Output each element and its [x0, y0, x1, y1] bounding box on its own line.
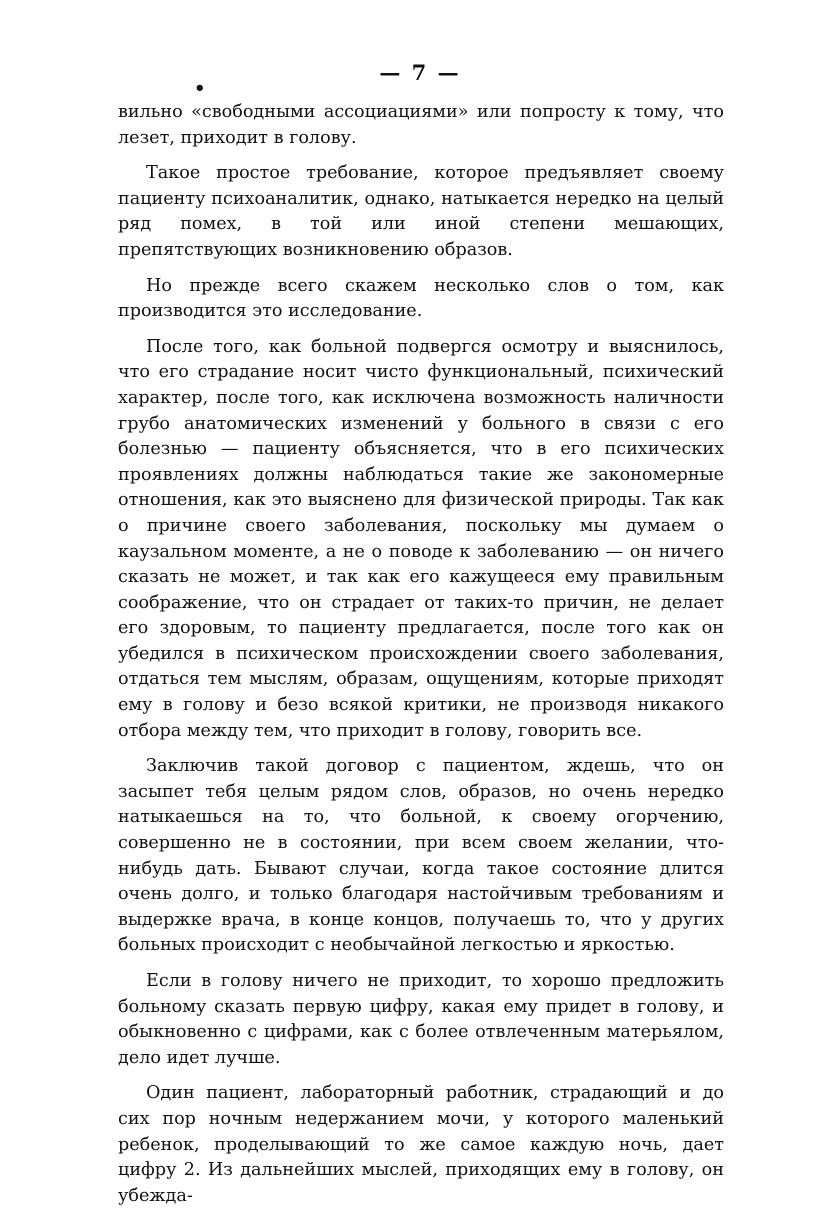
paragraph-6: Если в голову ничего не приходит, то хорошо предложить больному сказать первую цифру, какая ему придет в голову, и обыкновенно с цифрами, как с более отвлеченным матерьялом, дело идет лучше.: [118, 971, 724, 1068]
paragraph-7: Один пациент, лабораторный работник, страдающий и до сих пор ночным недержанием мочи, у которого маленький ребенок, проделывающий то же самое каждую ночь, дает цифру 2. Из дальнейших мыслей, приходящих ему в голову, он убежда-: [118, 1083, 724, 1206]
paragraph-4: После того, как больной подвергся осмотру и выяснилось, что его страдание носит чисто функциональный, психический характер, после того, как исключена возможность наличности грубо анатомических изменений у больного в связи с его болезнью — пациенту объясняется, что в его психических проявлениях должны наблюдаться такие же закономерные отношения, как это выяснено для физической природы. Так как о причине своего заболевания, поскольку мы думаем о каузальном моменте, а не о поводе к заболеванию — он ничего сказать не может, и так как его кажущееся ему правильным соображение, что он страдает от таких-то причин, не делает его здоровым, то пациенту предлагается, после того как он убедился в психическом происхождении своего заболевания, отдаться тем мыслям, образам, ощущениям, которые приходят ему в голову и безо всякой критики, не производя никакого отбора между тем, что приходит в голову, говорить все.: [118, 336, 724, 741]
body-text: [118, 100, 724, 1219]
paragraph-1: вильно «свободными ассоциациями» или попросту к тому, что лезет, приходит в голову.: [118, 102, 724, 148]
page-number: — 7 —: [379, 60, 461, 85]
paragraph-3: Но прежде всего скажем несколько слов о том, как производится это исследование.: [118, 275, 724, 322]
paragraph-2: Такое простое требование, которое предъявляет своему пациенту психоаналитик, однако, натыкается нередко на целый ряд помех, в той или иной степени мешающих, препятствующих возникновению образов.: [118, 163, 724, 260]
paragraph-5: Заключив такой договор с пациентом, ждешь, что он засыпет тебя целым рядом слов, образов, но очень нередко натыкаешься на то, что больной, к своему огорчению, совершенно не в состоянии, при всем своем желании, что-нибудь дать. Бывают случаи, когда такое состояние длится очень долго, и только благодаря настойчивым требованиям и выдержке врача, в конце концов, получаешь то, что у других больных происходит с необычайной легкостью и яркостью.: [118, 756, 724, 956]
stray-ink-mark: •: [194, 78, 206, 99]
